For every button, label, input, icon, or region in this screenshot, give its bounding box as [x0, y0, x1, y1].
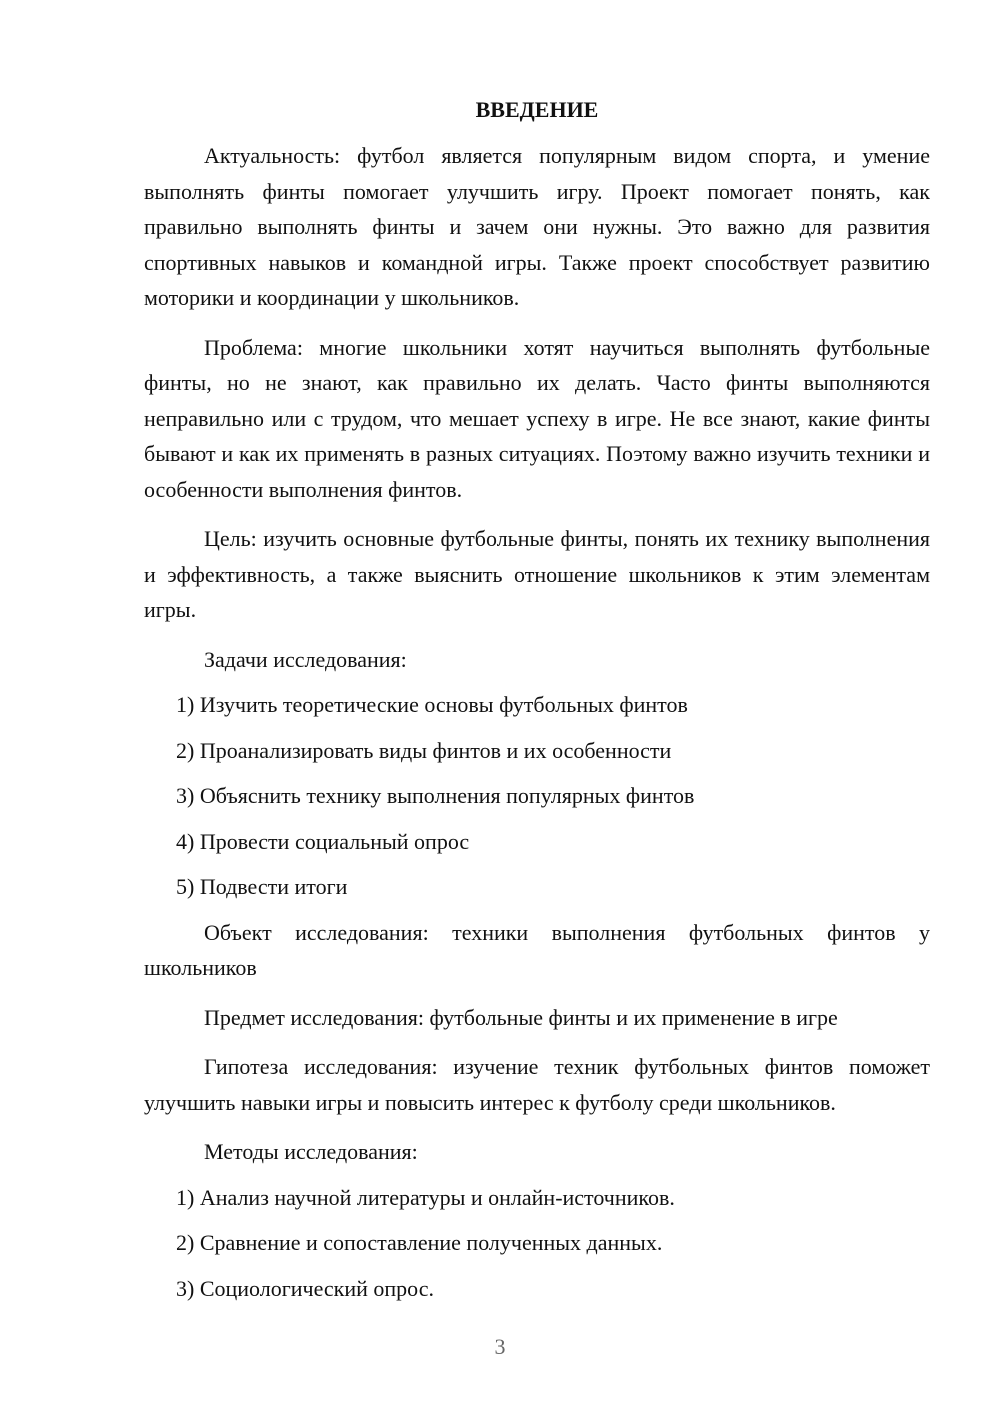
method-item: 1) Анализ научной литературы и онлайн-источников.	[176, 1184, 675, 1210]
subject-paragraph: Предмет исследования: футбольные финты и их применение в игре	[204, 1004, 838, 1030]
actuality-paragraph: Актуальность: футбол является популярным видом спорта, и умение выполнять финты помогает улучшить игру. Проект помогает понять, как правильно выполнять финты и зачем они нужны. Это важно для развития спортивных навыков и командной игры. Также проект способствует развитию моторики и координации у школьников.	[144, 143, 930, 310]
document-page	[144, 96, 930, 1316]
method-item: 2) Сравнение и сопоставление полученных данных.	[176, 1230, 663, 1255]
tasks-title: Задачи исследования:	[204, 646, 407, 672]
methods-title: Методы исследования:	[204, 1139, 418, 1164]
task-item: 2) Проанализировать виды финтов и их особенности	[176, 737, 672, 763]
task-item: 5) Подвести итоги	[176, 874, 348, 899]
task-item: 1) Изучить теоретические основы футбольных финтов	[176, 692, 688, 717]
hypothesis-paragraph: Гипотеза исследования: изучение техник футбольных финтов поможет улучшить навыки игры и повысить интерес к футболу среди школьников.	[144, 1054, 930, 1115]
task-item: 4) Провести социальный опрос	[176, 828, 470, 854]
tasks-list	[144, 687, 930, 905]
task-item: 3) Объяснить технику выполнения популярных финтов	[176, 783, 695, 808]
methods-list	[144, 1180, 930, 1307]
goal-paragraph: Цель: изучить основные футбольные финты, понять их технику выполнения и эффективность, а также выяснить отношение школьников к этим элементам игры.	[144, 526, 930, 622]
problem-paragraph: Проблема: многие школьники хотят научиться выполнять футбольные финты, но не знают, как правильно их делать. Часто финты выполняются неправильно или с трудом, что мешает успеху в игре. Не все знают, какие финты бывают и как их применять в разных ситуациях. Поэтому важно изучить техники и особенности выполнения финтов.	[144, 334, 930, 502]
page-number: 3	[494, 1334, 506, 1359]
method-item: 3) Социологический опрос.	[176, 1275, 434, 1301]
object-paragraph: Объект исследования: техники выполнения футбольных финтов у школьников	[144, 919, 930, 980]
page-title: ВВЕДЕНИЕ	[475, 97, 599, 122]
